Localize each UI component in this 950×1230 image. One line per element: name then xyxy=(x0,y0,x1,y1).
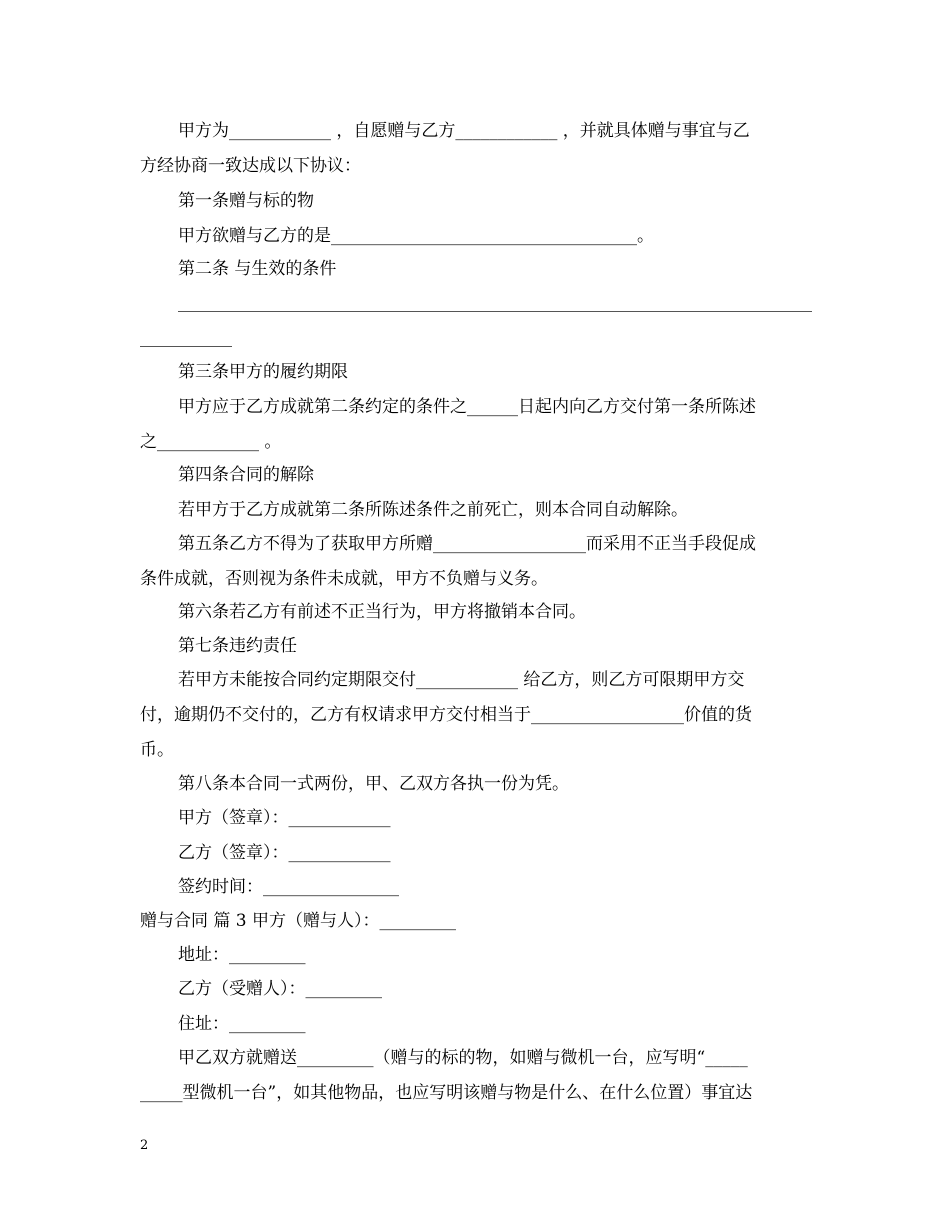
article-heading: 第二条 与生效的条件 xyxy=(178,259,337,279)
article-heading: 第七条违约责任 xyxy=(178,636,297,656)
article-heading: 第四条合同的解除 xyxy=(178,465,314,485)
paragraph-line: 方经协商一致达成以下协议： xyxy=(140,156,361,176)
article-heading: 第一条赠与标的物 xyxy=(178,191,314,211)
paragraph-line: 甲方欲赠与乙方的是____________________________________。 xyxy=(178,226,654,246)
paragraph-line: 甲方应于乙方成就第二条约定的条件之______日起内向乙方交付第一条所陈述 xyxy=(178,397,756,417)
signature-line: 乙方（签章）：____________ xyxy=(178,843,391,863)
paragraph-line: 币。 xyxy=(140,740,174,760)
paragraph-line: 若甲方未能按合同约定期限交付____________ 给乙方，则乙方可限期甲方交 xyxy=(178,670,745,690)
page-number: 2 xyxy=(140,1138,149,1153)
paragraph-line: 第六条若乙方有前述不正当行为，甲方将撤销本合同。 xyxy=(178,602,586,622)
paragraph-line: 第五条乙方不得为了获取甲方所赠__________________而采用不正当手段促成 xyxy=(178,534,756,554)
paragraph-line: _____型微机一台”，如其他物品，也应写明该赠与物是什么、在什么位置）事宜达 xyxy=(140,1083,753,1103)
paragraph-line: 住址：_________ xyxy=(178,1014,306,1034)
paragraph-line: 甲方为____________ ，自愿赠与乙方____________ ，并就具体赠与事宜与乙 xyxy=(178,121,750,141)
paragraph-line: 乙方（受赠人）：_________ xyxy=(178,979,382,999)
paragraph-line: 之____________ 。 xyxy=(140,432,282,452)
signing-date-line: 签约时间：________________ xyxy=(178,877,399,897)
article-heading: 第三条甲方的履约期限 xyxy=(178,362,348,382)
blank-underline xyxy=(178,311,812,312)
signature-line: 甲方（签章）：____________ xyxy=(178,808,391,828)
paragraph-line: 若甲方于乙方成就第二条所陈述条件之前死亡，则本合同自动解除。 xyxy=(178,500,688,520)
section-heading: 赠与合同 篇 3 甲方（赠与人）：_________ xyxy=(140,911,457,931)
paragraph-line: 第八条本合同一式两份，甲、乙双方各执一份为凭。 xyxy=(178,774,569,794)
paragraph-line: 地址：_________ xyxy=(178,945,306,965)
blank-underline xyxy=(140,346,232,347)
paragraph-line: 甲乙双方就赠送_________（赠与的标的物，如赠与微机一台，应写明“_____ xyxy=(178,1048,748,1068)
paragraph-line: 付，逾期仍不交付的，乙方有权请求甲方交付相当于__________________价值的货 xyxy=(140,705,752,725)
paragraph-line: 条件成就，否则视为条件未成就，甲方不负赠与义务。 xyxy=(140,569,548,589)
